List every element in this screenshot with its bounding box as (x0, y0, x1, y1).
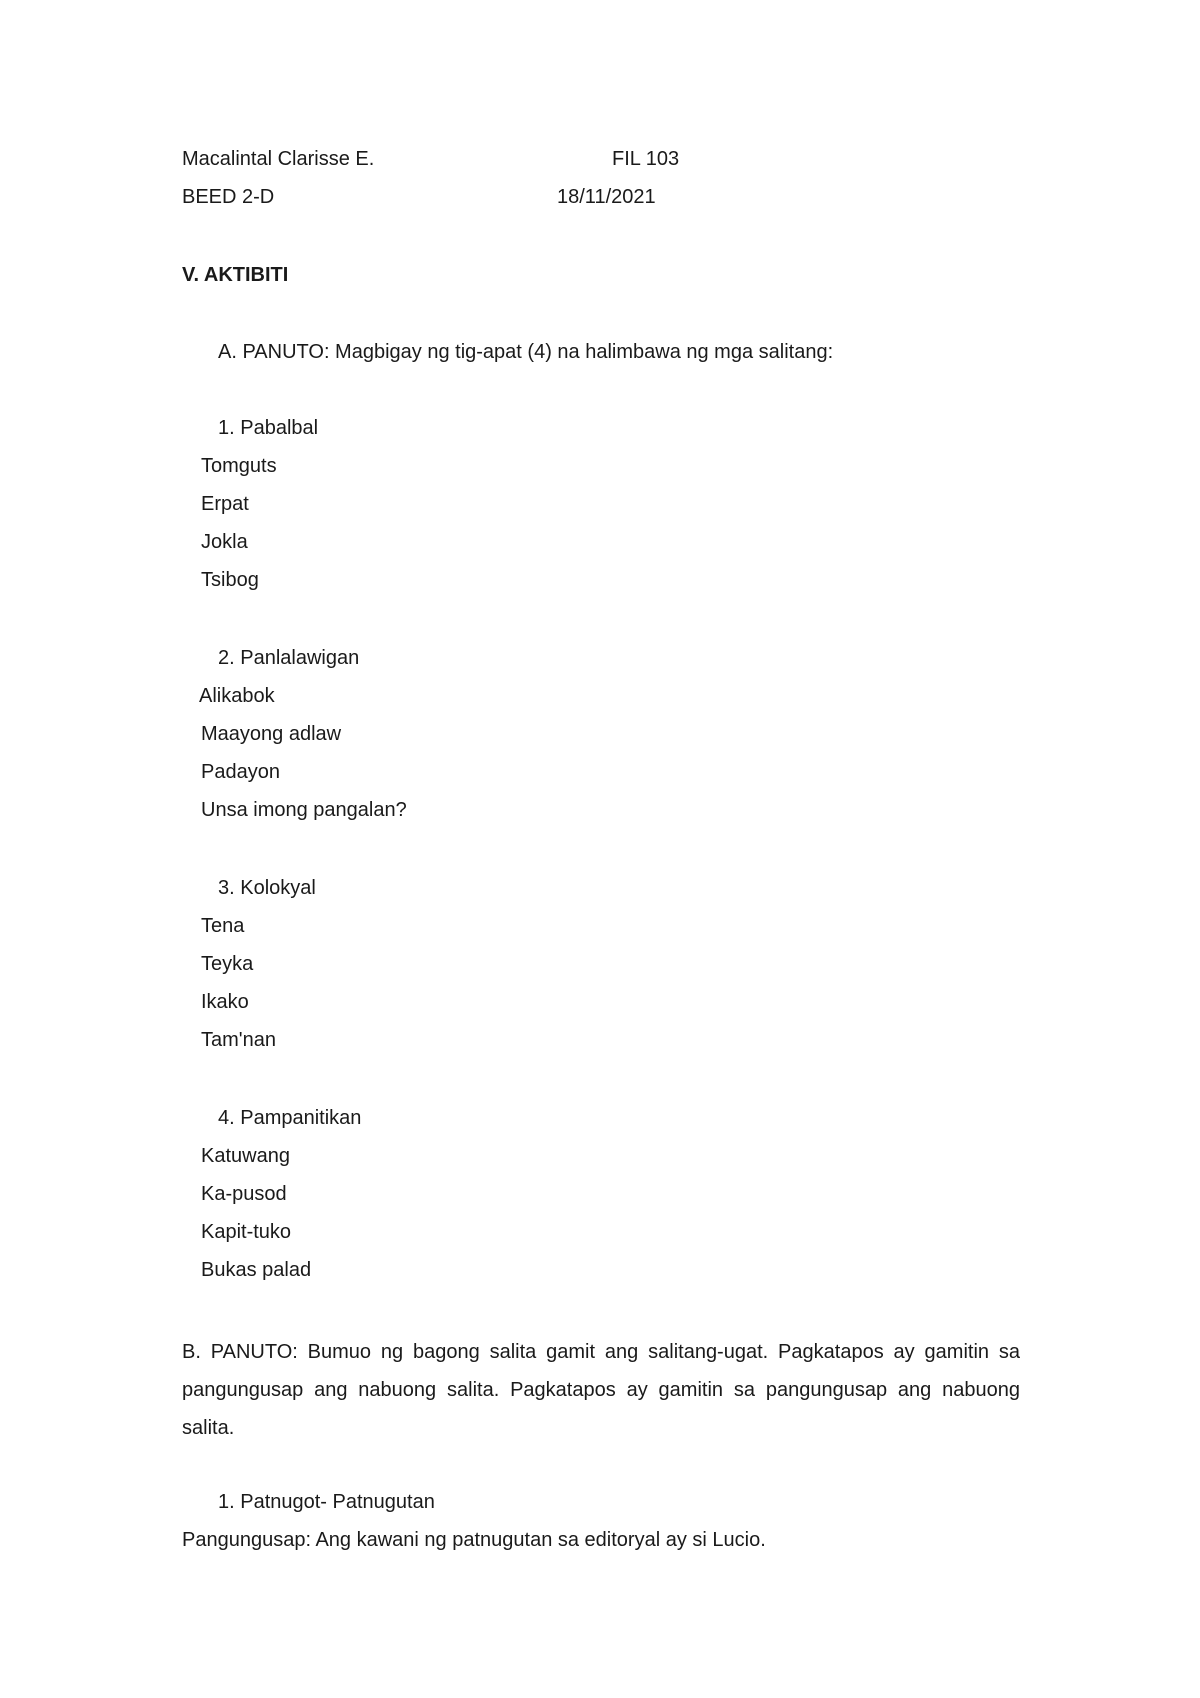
activity-title: V. AKTIBITI (182, 264, 289, 286)
part-b-item-heading: 1. Patnugot- Patnugutan (218, 1491, 435, 1513)
list-item: Bukas palad (201, 1259, 312, 1281)
part-b-sentence: Pangungusap: Ang kawani ng patnugutan sa editoryal ay si Lucio. (182, 1529, 766, 1551)
list-item: Tena (201, 915, 245, 937)
list-item: Ikako (201, 991, 249, 1013)
list-item: Tam'nan (201, 1029, 276, 1051)
course-code: FIL 103 (612, 148, 680, 170)
list-item: Jokla (201, 531, 248, 553)
list-item: Tsibog (201, 569, 259, 591)
list-item: Kapit-tuko (201, 1221, 292, 1243)
student-section: BEED 2-D (182, 186, 275, 208)
list-item: Tomguts (201, 455, 277, 477)
student-name: Macalintal Clarisse E. (182, 148, 375, 170)
group-heading: 2. Panlalawigan (218, 647, 360, 669)
part-b-instruction: B. PANUTO: Bumuo ng bagong salita gamit ang salitang-ugat. Pagkatapos ay gamitin sa pangungusap ang nabuong salita. Pagkatapos ay gamitin sa pangungusap ang nabuong salita. (182, 1341, 1020, 1439)
list-item: Unsa imong pangalan? (201, 799, 407, 821)
list-item: Maayong adlaw (201, 723, 342, 745)
list-item: Katuwang (201, 1145, 290, 1167)
group-heading: 4. Pampanitikan (218, 1107, 362, 1129)
list-item: Teyka (201, 953, 254, 975)
part-a-instruction: A. PANUTO: Magbigay ng tig-apat (4) na halimbawa ng mga salitang: (218, 341, 834, 363)
group-heading: 3. Kolokyal (218, 877, 316, 899)
list-item: Alikabok (199, 685, 275, 707)
submission-date: 18/11/2021 (557, 186, 656, 208)
list-item: Padayon (201, 761, 280, 783)
list-item: Ka-pusod (201, 1183, 287, 1205)
list-item: Erpat (201, 493, 249, 515)
group-heading: 1. Pabalbal (218, 417, 319, 439)
